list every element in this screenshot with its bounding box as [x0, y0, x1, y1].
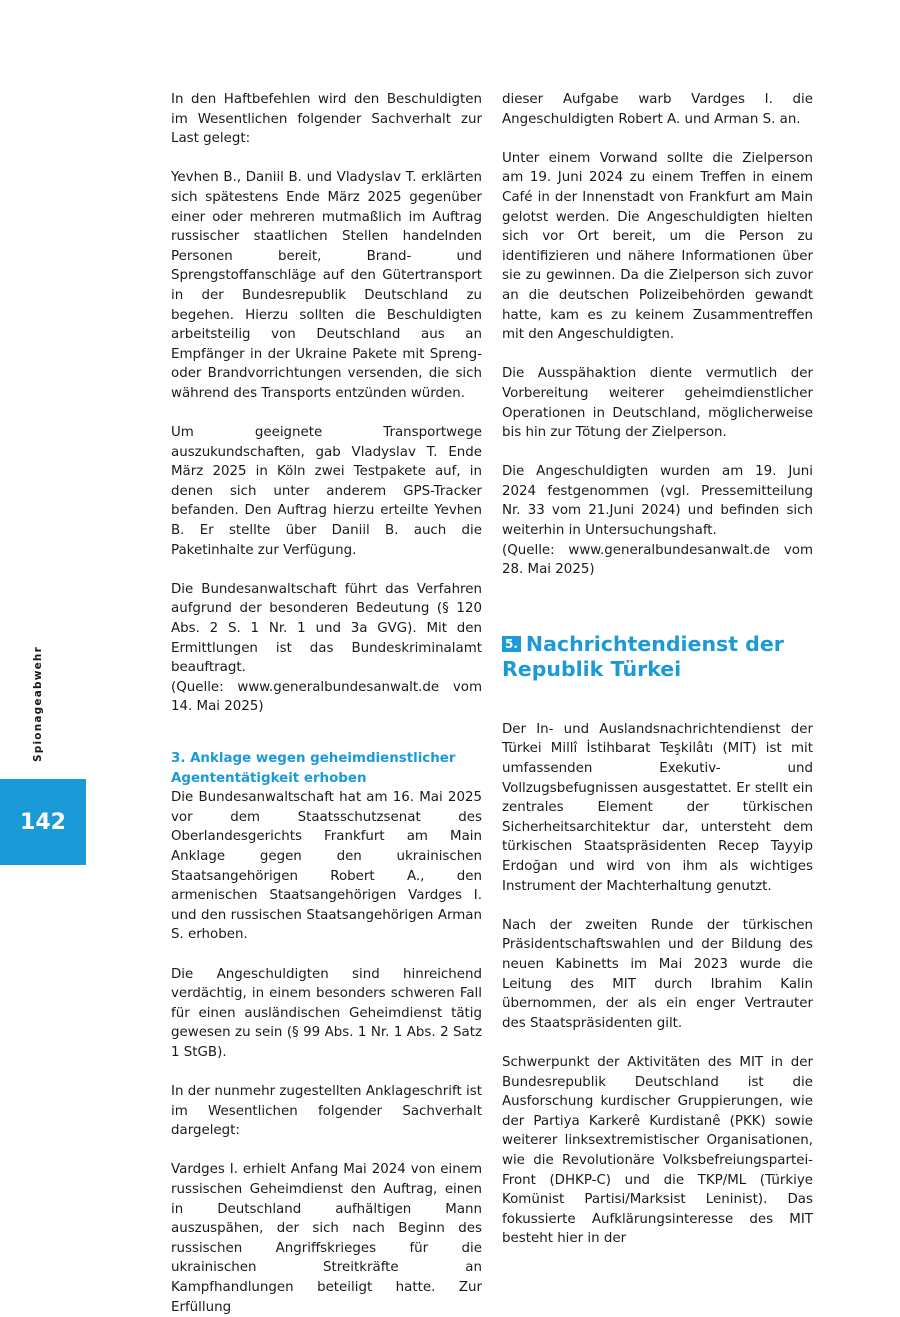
- paragraph: Yevhen B., Daniil B. und Vladyslav T. erklärten sich spätestens Ende März 2025 gegenüber einer oder mehreren mutmaßlich im Auftrag russischer staatlichen Stellen handelnden Personen bereit, Brand- und Sprengstoffanschläge auf den Gütertransport in der Bundesrepublik Deutschland zu begehen. Hierzu sollten die Beschuldigten arbeitsteilig von Deutschland aus an Empfänger in der Ukraine Pakete mit Spreng- oder Brandvorrichtungen versenden, die sich während des Transports entzünden würden.: [171, 170, 482, 401]
- paragraph: Die Angeschuldigten wurden am 19. Juni 2024 festgenommen (vgl. Pressemitteilung Nr. 33 vom 21.Juni 2024) und befinden sich weiterhin in Untersuchungshaft.: [502, 464, 813, 539]
- paragraph: Vardges I. erhielt Anfang Mai 2024 von einem russischen Geheimdienst den Auftrag, einen in Deutschland aufhältigen Mann auszuspähen, der sich nach Beginn des russischen Angriffskrieges für die ukrainischen Streitkräfte an Kampfhandlungen beteiligt hatte. Zur Erfüllung: [171, 1162, 482, 1315]
- paragraph: Um geeignete Transportwege auszukundschaften, gab Vladyslav T. Ende März 2025 in Köln zwei Testpakete auf, in denen sich unter anderem GPS-Tracker befanden. Den Auftrag hierzu erteilte Yevhen B. Er stellte über Daniil B. auch die Paketinhalte zur Verfügung.: [171, 425, 482, 558]
- section-number-badge: 5.: [502, 636, 521, 652]
- source-citation: (Quelle: www.generalbundesanwalt.de vom 28. Mai 2025): [502, 542, 813, 578]
- section-heading: [502, 632, 813, 682]
- paragraph: Der In- und Auslandsnachrichtendienst der Türkei Millî İstihbarat Teşkilâtı (MIT) ist mit umfassenden Exekutiv- und Vollzugsbefugnissen ausgestattet. Er stellt ein zentrales Element der türkischen Sicherheitsarchitektur dar, untersteht dem türkischen Staatspräsidenten Recep Tayyip Erdoğan und wird von ihm als wichtiges Instrument der Machterhaltung genutzt.: [502, 721, 813, 894]
- paragraph: dieser Aufgabe warb Vardges I. die Angeschuldigten Robert A. und Arman S. an.: [502, 92, 813, 127]
- paragraph: Die Angeschuldigten sind hinreichend verdächtig, in einem besonders schweren Fall für einen ausländischen Geheimdienst tätig gewesen zu sein (§ 99 Abs. 1 Nr. 1 Abs. 2 Satz 1 StGB).: [171, 966, 482, 1060]
- right-column: [502, 90, 813, 1249]
- paragraph: Die Bundesanwaltschaft führt das Verfahren aufgrund der besonderen Bedeutung (§ 120 Abs. 2 S. 1 Nr. 1 und 3a GVG). Mit den Ermittlungen ist das Bundeskriminalamt beauftragt.: [171, 581, 482, 676]
- section-title: Nachrichtendienst der Republik Türkei: [502, 631, 784, 681]
- section-label: Spionageabwehr: [32, 646, 44, 762]
- paragraph: Schwerpunkt der Aktivitäten des MIT in der Bundesrepublik Deutschland ist die Ausforschung kurdischer Gruppierungen, wie der Partiya Karkerê Kurdistanê (PKK) sowie weiterer linksextremistischer Organisationen, wie die Revolutionäre Volksbefreiungspartei-Front (DHKP-C) und die TKP/ML (Türkiye Komünist Partisi/Marksist Leninist). Das fokussierte Aufklärungsinteresse des MIT besteht hier in der: [502, 1054, 813, 1247]
- paragraph: In der nunmehr zugestellten Anklageschrift ist im Wesentlichen folgender Sachverhalt dargelegt:: [171, 1084, 482, 1139]
- paragraph: Nach der zweiten Runde der türkischen Präsidentschaftswahlen und der Bildung des neuen Kabinetts im Mai 2023 wurde die Leitung des MIT durch Ibrahim Kalin übernommen, der als ein enger Vertrauter des Staatspräsidenten gilt.: [502, 917, 813, 1031]
- subheading: 3. Anklage wegen geheimdienstlicher Agententätigkeit erhoben: [171, 751, 456, 786]
- paragraph: In den Haftbefehlen wird den Beschuldigten im Wesentlichen folgender Sachverhalt zur Last gelegt:: [171, 92, 482, 147]
- left-column: [171, 90, 482, 1317]
- paragraph: Die Ausspähaktion diente vermutlich der Vorbereitung weiterer geheimdienstlicher Operationen in Deutschland, möglicherweise bis hin zur Tötung der Zielperson.: [502, 366, 813, 441]
- page-number: 142: [20, 809, 66, 835]
- paragraph: Unter einem Vorwand sollte die Zielperson am 19. Juni 2024 zu einem Treffen in einem Café in der Innenstadt von Frankfurt am Main gelotst werden. Die Angeschuldigten hielten sich vor Ort bereit, um die Person zu identifizieren und nähere Informationen über sie zu gewinnen. Da die Zielperson sich zuvor an die deutschen Polizeibehörden gewandt hatte, kam es zu keinem Zusammentreffen mit den Angeschuldigten.: [502, 150, 813, 343]
- page-number-badge: [0, 779, 86, 865]
- paragraph: Die Bundesanwaltschaft hat am 16. Mai 2025 vor dem Staatsschutzsenat des Oberlandesgerichts Frankfurt am Main Anklage gegen den ukrainischen Staatsangehörigen Robert A., den armenischen Staatsangehörigen Vardges I. und den russischen Staatsangehörigen Arman S. erhoben.: [171, 790, 482, 943]
- source-citation: (Quelle: www.generalbundesanwalt.de vom 14. Mai 2025): [171, 679, 482, 715]
